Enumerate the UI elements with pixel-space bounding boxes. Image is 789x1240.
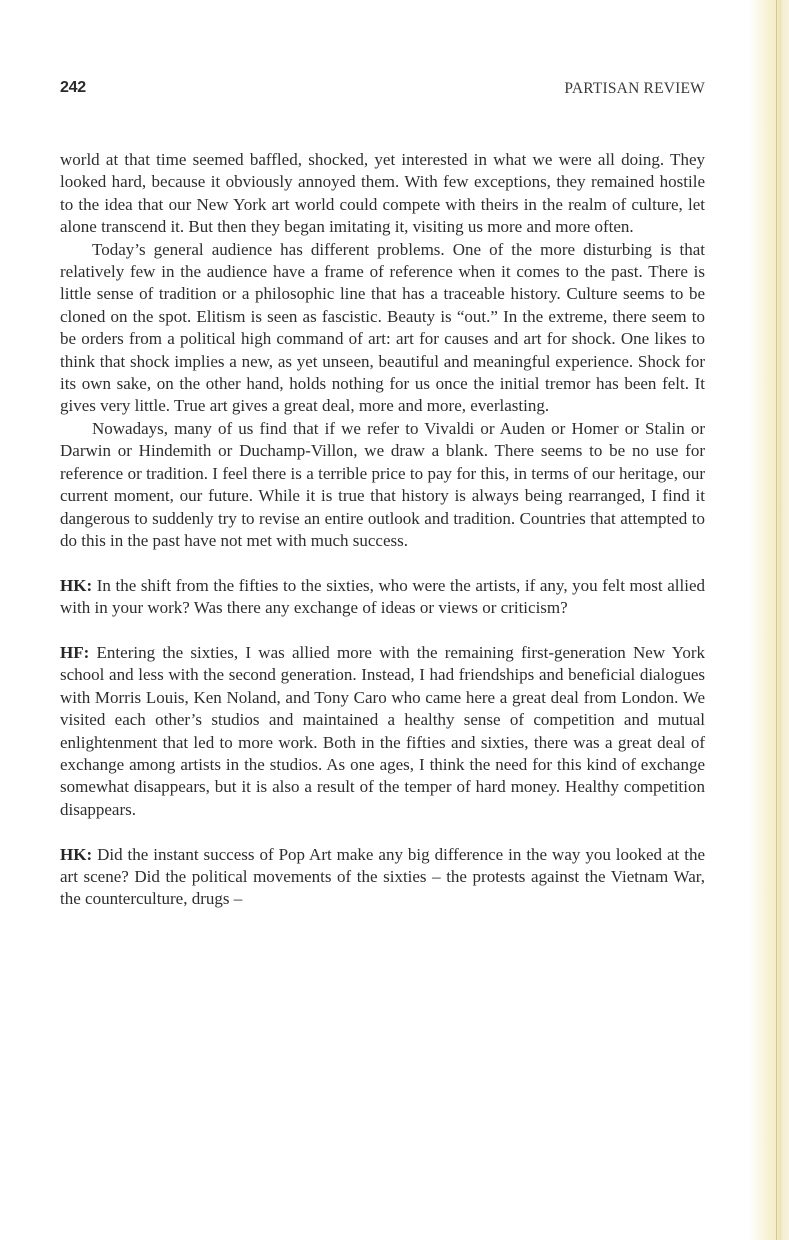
body-text (60, 149, 705, 911)
page-number: 242 (60, 79, 86, 96)
question-text: In the shift from the fifties to the sixties, who were the artists, if any, you felt most allied with in your work? Was there any exchange of ideas or views or criticism? (60, 575, 705, 618)
page-edge-line (776, 0, 777, 1240)
interview-question (60, 575, 705, 620)
paragraph-general-audience (60, 239, 705, 418)
interview-answer (60, 642, 705, 821)
speaker-label: HK: (60, 575, 93, 595)
paragraph-nowadays (60, 418, 705, 552)
paragraph-text: Today’s general audience has different problems. One of the more disturbing is that relatively few in the audience have a frame of reference when it comes to the past. There is little sense of tradition or a philosophic line that has a traceable history. Culture seems to be cloned on the spot. Elitism is seen as fascistic. Beauty is “out.” In the extreme, there seem to be orders from a political high command of art: art for causes and art for shock. One likes to think that shock implies a new, as yet unseen, beautiful and meaningful experience. Shock for its own sake, on the other hand, holds nothing for us once the initial tremor has been felt. It gives very little. True art gives a great deal, more and more, everlasting. (60, 239, 705, 416)
paragraph-text: world at that time seemed baffled, shocked, yet interested in what we were all doing. They looked hard, because it obviously annoyed them. With few exceptions, they remained hostile to the idea that our New York art world could compete with theirs in the realm of culture, let alone transcend it. But then they began imitating it, visiting us more and more often. (60, 150, 705, 237)
journal-title: PARTISAN REVIEW (564, 80, 705, 97)
paragraph-continuation (60, 149, 705, 239)
running-head (60, 79, 705, 101)
question-text: Did the instant success of Pop Art make any big difference in the way you looked at the art scene? Did the political movements of the sixties – the protests against the Vietnam War, the counterculture, drugs – (60, 844, 705, 909)
paragraph-text: Nowadays, many of us find that if we refer to Vivaldi or Auden or Homer or Stalin or Darwin or Hindemith or Duchamp-Villon, we draw a blank. There seems to be no use for reference or tradition. I feel there is a terrible price to pay for this, in terms of our heritage, our current moment, our future. While it is true that history is always being rearranged, I find it dangerous to suddenly try to revise an entire outlook and tradition. Countries that attempted to do this in the past have not met with much success. (60, 418, 705, 550)
speaker-label: HK: (60, 844, 93, 864)
interview-question (60, 844, 705, 911)
speaker-label: HF: (60, 642, 90, 662)
answer-text: Entering the sixties, I was allied more with the remaining first-generation New York school and less with the second generation. Instead, I had friendships and beneficial dialogues with Morris Louis, Ken Noland, and Tony Caro who came here a great deal from London. We visited each other’s studios and maintained a healthy sense of competition and mutual enlightenment that led to more work. Both in the fifties and sixties, there was a great deal of exchange among artists in the studios. As one ages, I think the need for this kind of exchange somewhat disappears, but it is also a result of the temper of hard money. Healthy competition disappears. (60, 642, 705, 819)
page-edge-shadow (749, 0, 789, 1240)
